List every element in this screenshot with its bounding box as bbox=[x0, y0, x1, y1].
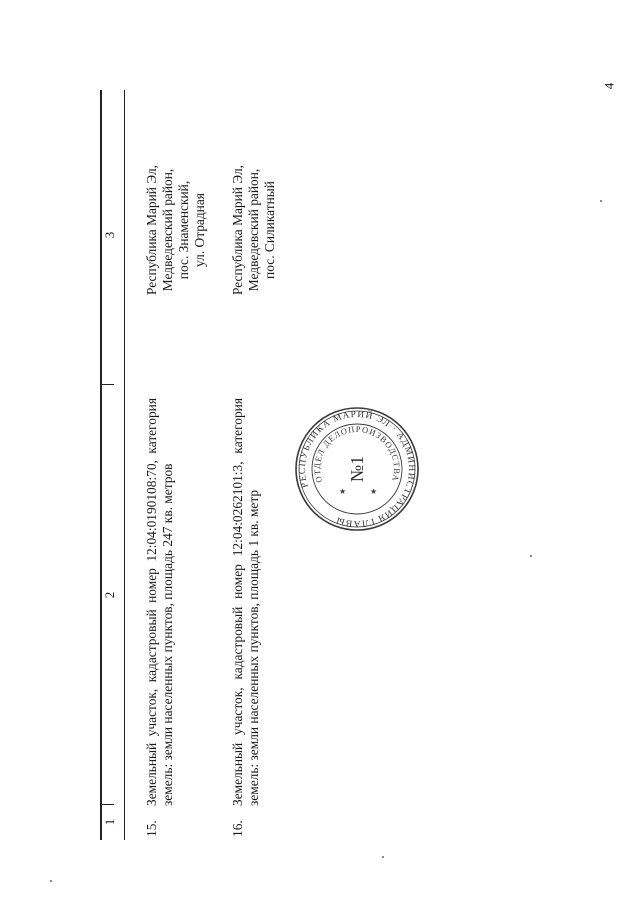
row-description: Земельный участок, кадастровый номер 12:04:0190108:70, категория земель: земли населенных пунктов, площадь 247 кв. метров bbox=[144, 398, 175, 806]
column-number-3: 3 bbox=[102, 231, 117, 239]
table-header-rule bbox=[124, 90, 125, 840]
column-divider bbox=[100, 384, 114, 385]
star-icon: ★ bbox=[370, 487, 378, 496]
stamp-number: №1 bbox=[347, 455, 367, 483]
row-address: Республика Марий Эл, Медведевский район, пос. Знаменский, ул. Отрадная bbox=[144, 165, 207, 296]
scan-speck bbox=[50, 880, 52, 882]
stamp-inner-text: ОТДЕЛ ДЕЛОПРОИЗВОДСТВА bbox=[311, 423, 403, 484]
stamp-outer-text: РЕСПУБЛИКА МАРИЙ ЭЛ · АДМИНИСТРАЦИЯ ГЛАВЫ bbox=[297, 409, 417, 529]
official-stamp bbox=[292, 404, 422, 534]
star-icon: ★ bbox=[339, 487, 347, 496]
scan-speck bbox=[382, 856, 384, 858]
column-number-1: 1 bbox=[102, 818, 117, 826]
row-number: 16. bbox=[230, 820, 245, 837]
table-top-rule bbox=[100, 90, 102, 840]
page-number: 4 bbox=[601, 82, 617, 90]
column-number-2: 2 bbox=[102, 591, 117, 599]
row-description: Земельный участок, кадастровый номер 12:04:0262101:3, категория земель: земли населенных пунктов, площадь 1 кв. метр bbox=[230, 398, 261, 806]
row-number: 15. bbox=[144, 820, 159, 837]
scan-speck bbox=[600, 200, 602, 202]
scan-speck bbox=[530, 555, 532, 557]
row-address: Республика Марий Эл, Медведевский район, пос. Силикатный bbox=[230, 165, 277, 296]
column-divider bbox=[100, 804, 114, 805]
